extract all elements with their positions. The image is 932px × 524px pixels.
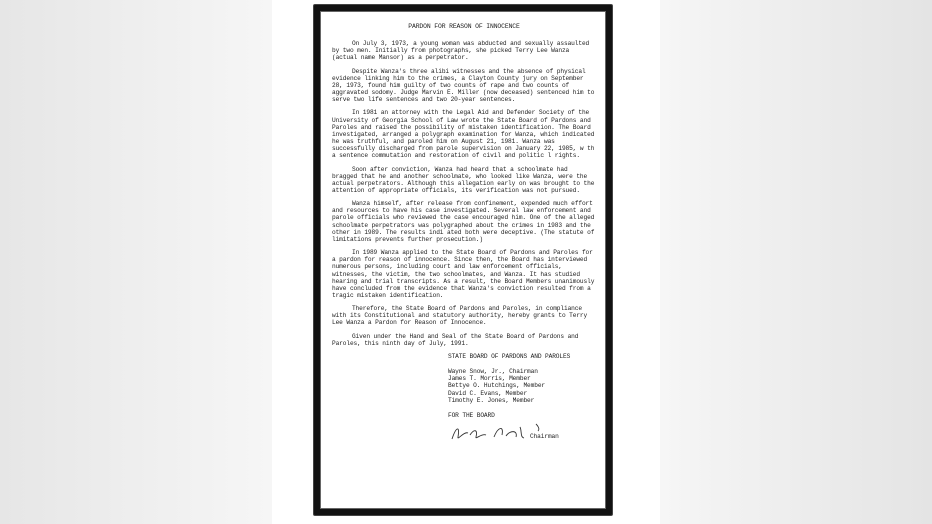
document-title: PARDON FOR REASON OF INNOCENCE [408,23,520,30]
paragraph-schoolmate: Soon after conviction, Wanza had heard that a schoolmate had bragged that he and another schoolmate, who looked like Wanza, were the actual perpetrators. Although this allegation early on was brought to the attention of appropriate officials, its verification was not pursued. [332,165,595,194]
paragraph-seal: Given under the Hand and Seal of the State Board of Pardons and Paroles, this ninth day of July, 1991. [332,332,579,347]
paragraph-conviction: Despite Wanza's three alibi witnesses and the absence of physical evidence linking him to the crimes, a Clayton County jury on September 28, 1973, found him guilty of two counts of rape and two counts of aggravated sodomy. Judge Marvin E. Miller (now deceased) sentenced him to serve two life sentences and two 20-year sentences. [332,67,595,104]
member-name: David C. Evans, Member [448,389,528,397]
paragraph-application: In 1989 Wanza applied to the State Board of Pardons and Paroles for a pardon for reason of innocence. Since then, the Board has interviewed numerous persons, including court and law enforcement officials, witnesses, the victim, the two schoolmates, and Wanza. It has studied hearing and trial transcripts. As a result, the Board Members unanimously have concluded from the evidence that Wanza's conviction resulted from a tragic mistaken identification. [332,249,595,299]
paragraph-abduction: On July 3, 1973, a young woman was abducted and sexually assaulted by two men. Initially from photographs, she picked Terry Lee Wanza (actual name Mansor) as a perpetrator. [332,40,590,62]
member-name: James T. Morris, Member [448,375,531,383]
member-name: Bettye O. Hutchings, Member [448,382,546,390]
signature-title: Chairman [530,433,559,441]
left-background-panel [0,0,272,524]
member-name: Wayne Snow, Jr., Chairman [448,368,538,376]
paragraph-grant: Therefore, the State Board of Pardons and Paroles, in compliance with its Constitutional and statutory authority, hereby grants to Terry Lee Wanza a Pardon for Reason of Innocence. [332,305,588,327]
pardon-document [332,17,596,443]
pardon-document-frame [314,5,612,515]
board-name: STATE BOARD OF PARDONS AND PAROLES [448,352,571,360]
for-the-board-label: FOR THE BOARD [448,411,495,419]
paragraph-parole: In 1981 an attorney with the Legal Aid and Defender Society of the University of Georgia School of Law wrote the State Board of Pardons and Paroles and raised the possibility of mistaken identification. The Board investigated, arranged a polygraph examination for Wanza, which indicated he was truthful, and paroled him on August 21, 1981. Wanza was successfully discharged from parole supervision on January 22, 1985, w th a sentence commutation and restoration of civil and politic l rights. [332,109,595,160]
signature-row [448,421,596,443]
right-background-panel [660,0,932,524]
member-name: Timothy E. Jones, Member [448,396,535,404]
paragraph-investigation: Wanza himself, after release from confinement, expended much effort and resources to have his case investigated. Several law enforcement and parole officials who reviewed the case encouraged him. One of the alleged schoolmate perpetrators was polygraphed about the crimes in 1983 and the other in 1989. The results indi ated both were deceptive. (The statute of limitations prevents further prosecution.) [332,200,595,243]
signature-block [448,353,596,443]
